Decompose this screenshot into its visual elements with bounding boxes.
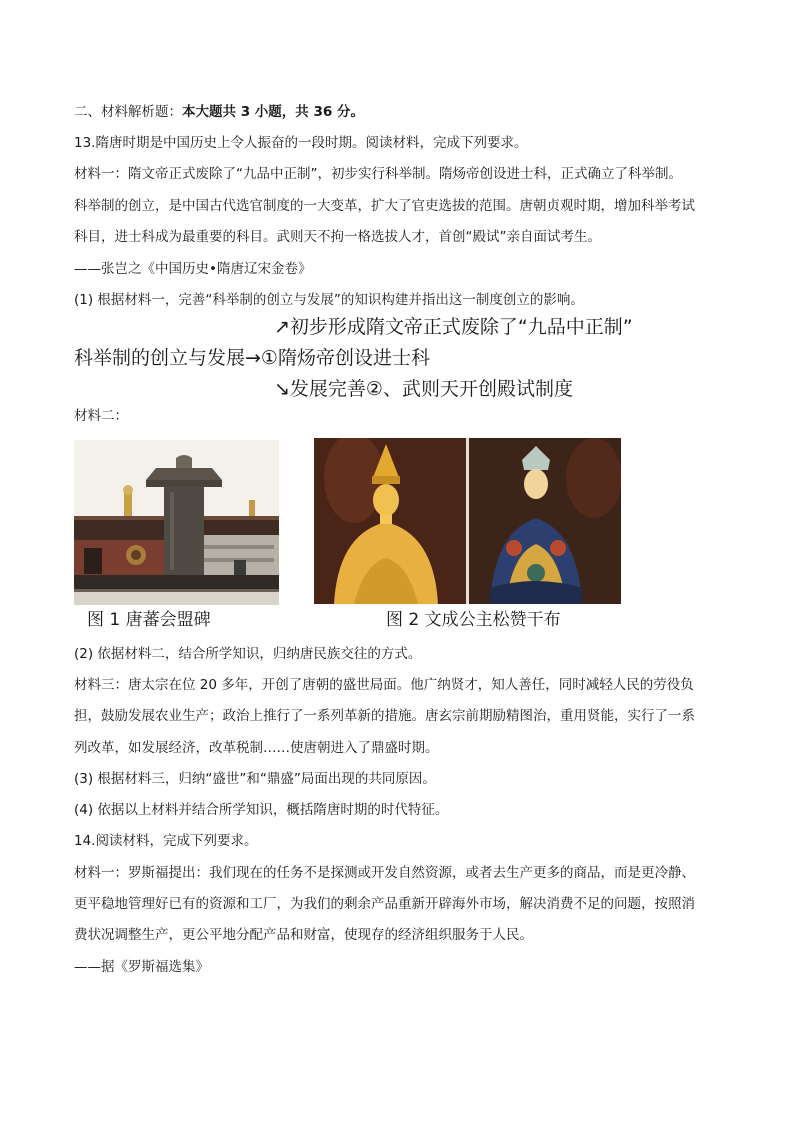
statues-illustration — [314, 438, 621, 604]
q13-question1: (1) 根据材料一，完善“科举制的创立与发展”的知识构建并指出这一制度创立的影响。 — [74, 292, 584, 308]
figure1-caption: 图 1 唐蕃会盟碑 — [87, 610, 211, 630]
q13-question2: (2) 依据材料二，结合所学知识，归纳唐民族交往的方式。 — [74, 646, 422, 662]
q13-question3: (3) 根据材料三，归纳“盛世”和“鼎盛”局面出现的共同原因。 — [74, 771, 436, 787]
q14-material1-line3: 费状况调整生产，更公平地分配产品和财富，使现存的经济组织服务于人民。 — [74, 927, 533, 943]
q13-material3-line1: 材料三：唐太宗在位 20 多年，开创了唐朝的盛世局面。他广纳贤才，知人善任，同时减轻人民的劳役负 — [74, 677, 694, 693]
q14-material1-line1: 材料一：罗斯福提出：我们现在的任务不是探测或开发自然资源，或者去生产更多的商品，而是更冷静、 — [74, 865, 695, 881]
q13-material1-line2: 科举制的创立，是中国古代选官制度的一大变革，扩大了官吏选拔的范围。唐朝贞观时期，增加科举考试 — [74, 198, 695, 214]
q13-material1-line3: 科目，进士科成为最重要的科目。武则天不拘一格选拔人才，首创“殿试”亲自面试考生。 — [74, 229, 601, 245]
figure2-statues-photo — [314, 438, 621, 604]
diagram-main-row: 科举制的创立与发展→①隋炀帝创设进士科 — [74, 347, 430, 369]
section-heading-bold: 本大题共 3 小题，共 36 分。 — [182, 104, 364, 120]
diagram-branch-bottom: ↘发展完善②、武则天开创殿试制度 — [274, 378, 573, 400]
section-heading-prefix: 二、材料解析题： — [74, 104, 182, 120]
figure2-caption: 图 2 文成公主松赞干布 — [386, 610, 561, 630]
q13-material1-line1: 材料一：隋文帝正式废除了“九品中正制”，初步实行科举制。隋炀帝创设进士科，正式确立了科举制。 — [74, 166, 682, 182]
q13-material2-label: 材料二： — [74, 408, 128, 424]
q14-material1-source: ——据《罗斯福选集》 — [74, 959, 209, 975]
stele-illustration — [74, 440, 279, 605]
q14-material1-line2: 更平稳地管理好已有的资源和工厂，为我们的剩余产品重新开辟海外市场，解决消费不足的问题，按照消 — [74, 896, 695, 912]
q13-question4: (4) 依据以上材料并结合所学知识，概括隋唐时期的时代特征。 — [74, 802, 449, 818]
q13-material1-source: ——张岂之《中国历史•隋唐辽宋金卷》 — [74, 261, 312, 277]
q13-material3-line3: 列改革，如发展经济，改革税制……使唐朝进入了鼎盛时期。 — [74, 740, 439, 756]
diagram-branch-top: ↗初步形成隋文帝正式废除了“九品中正制” — [274, 316, 633, 338]
q13-intro: 13.隋唐时期是中国历史上令人振奋的一段时期。阅读材料，完成下列要求。 — [74, 135, 528, 151]
section-heading — [74, 102, 364, 122]
q14-intro: 14.阅读材料，完成下列要求。 — [74, 833, 258, 849]
figure1-stele-photo — [74, 440, 279, 605]
q13-material3-line2: 担，鼓励发展农业生产；政治上推行了一系列革新的措施。唐玄宗前期励精图治，重用贤能，实行了一系 — [74, 708, 695, 724]
